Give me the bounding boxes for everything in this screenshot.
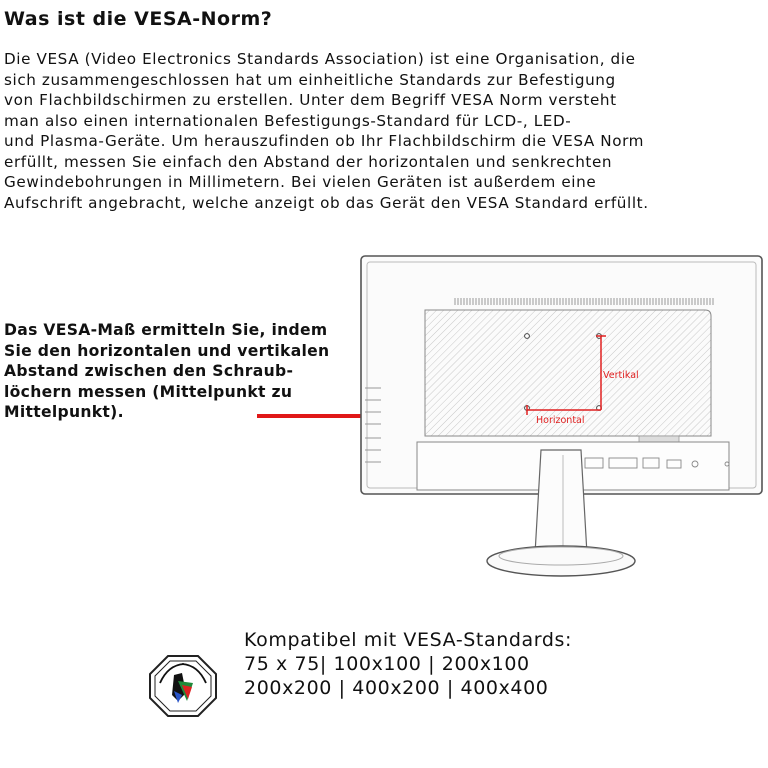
callout-line: Mittelpunkt).: [4, 403, 124, 421]
page-title: Was ist die VESA-Norm?: [4, 8, 273, 30]
horizontal-label: Horizontal: [536, 415, 585, 426]
intro-line: und Plasma-Geräte. Um herauszufinden ob Ihr Flachbildschirm die VESA Norm: [4, 132, 645, 150]
vertical-label: Vertikal: [603, 370, 639, 381]
intro-line: Gewindebohrungen in Millimetern. Bei vielen Geräten ist außerdem eine: [4, 173, 597, 191]
monitor-rear-illustration: [355, 250, 768, 590]
intro-paragraph: [4, 49, 764, 213]
vent-strip: [453, 298, 715, 305]
callout-line: löchern messen (Mittelpunkt zu: [4, 382, 293, 401]
callout-line: Abstand zwischen den Schraub-: [4, 362, 294, 380]
intro-line: von Flachbildschirmen zu erstellen. Unter dem Begriff VESA Norm versteht: [4, 91, 617, 109]
compat-heading: Kompatibel mit VESA-Standards:: [244, 629, 573, 651]
intro-line: erfüllt, messen Sie einfach den Abstand der horizontalen und senkrechten: [4, 152, 613, 171]
compatibility-list: [244, 628, 572, 700]
intro-line: Die VESA (Video Electronics Standards Association) ist eine Organisation, die: [4, 50, 636, 68]
intro-line: Aufschrift angebracht, welche anzeigt ob das Gerät den VESA Standard erfüllt.: [4, 193, 649, 212]
vesa-compliant-badge-icon: [148, 655, 218, 717]
intro-line: man also einen internationalen Befestigungs-Standard für LCD-, LED-: [4, 111, 572, 130]
compat-line: 200x200 | 400x200 | 400x400: [244, 677, 549, 699]
callout-line: Sie den horizontalen und vertikalen: [4, 341, 330, 360]
callout-line: Das VESA-Maß ermitteln Sie, indem: [4, 321, 328, 339]
compat-line: 75 x 75| 100x100 | 200x100: [244, 653, 530, 675]
intro-line: sich zusammengeschlossen hat um einheitliche Standards zur Befestigung: [4, 70, 616, 89]
stand-neck: [535, 450, 587, 554]
